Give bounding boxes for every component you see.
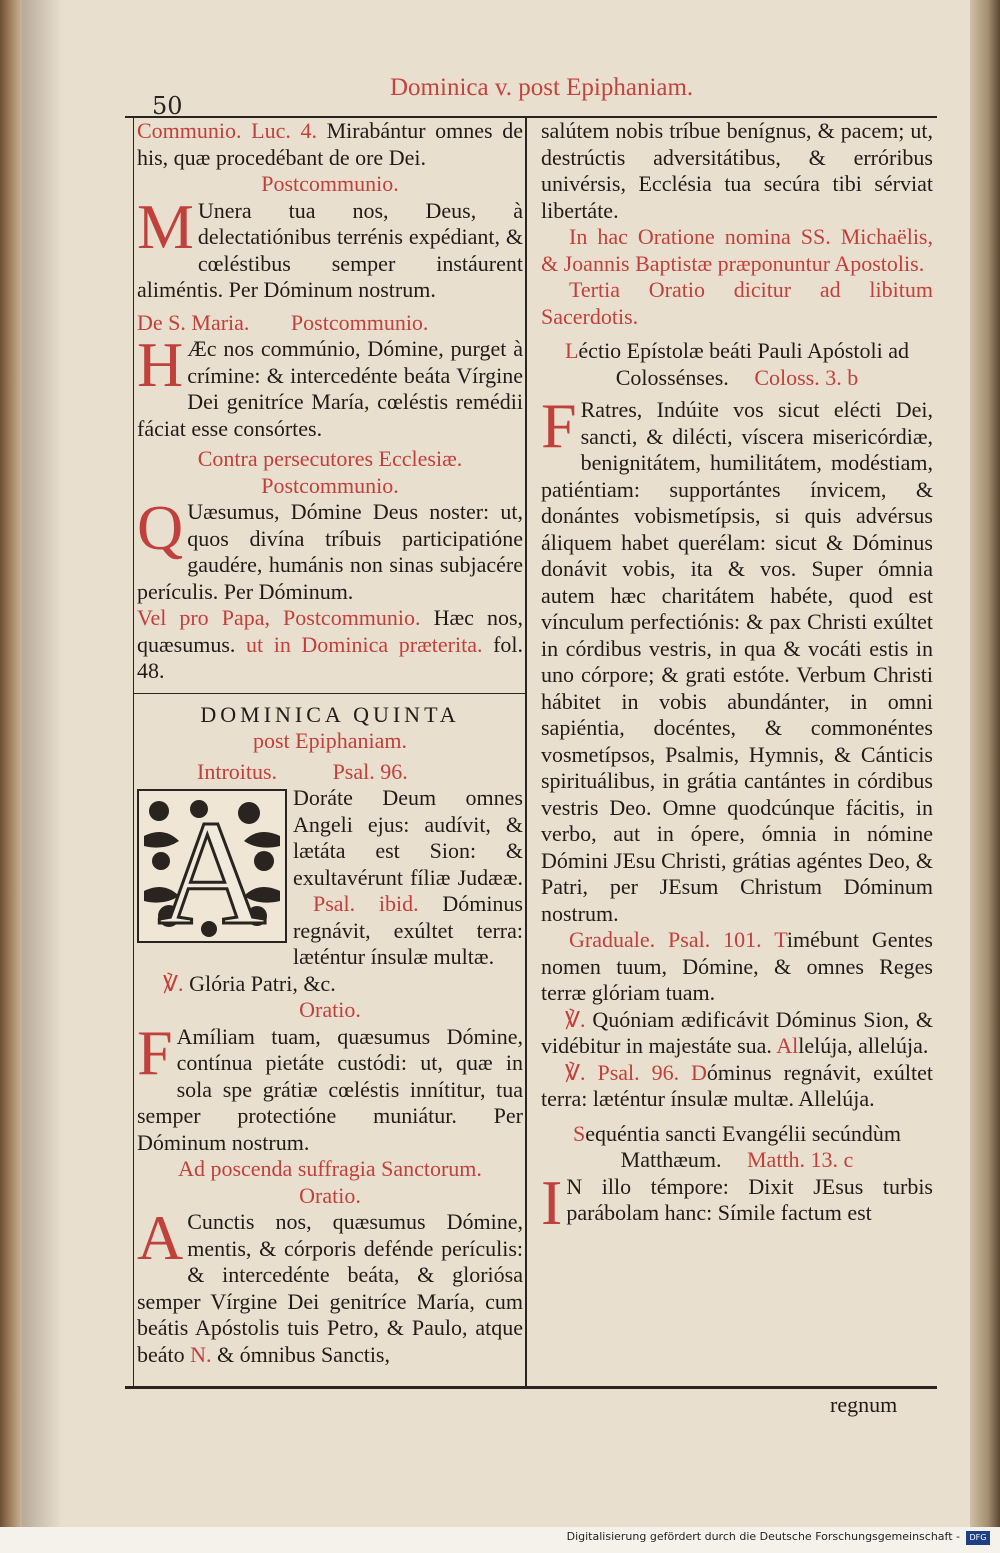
graduale-text: imébunt Gentes nomen tuum, Dómine, & omnes Reges terræ glóriam tuam. (541, 927, 933, 1005)
gutter-shadow (22, 0, 62, 1553)
rubric-tertia-oratio: Tertia Oratio dicitur ad libitum Sacerdotis. (541, 277, 933, 329)
foliage-ornament-icon (139, 791, 285, 941)
graduale-versicle (541, 1007, 933, 1060)
drop-initial: H (137, 329, 184, 400)
de-s-maria-line (137, 310, 523, 337)
introitus-label: Introitus. (197, 758, 278, 784)
graduale-initial: T (774, 927, 787, 952)
column-divider (525, 118, 527, 1386)
introitus-paragraph (137, 785, 523, 971)
postcommunio-heading: Postcommunio. (290, 309, 429, 335)
communio-text: Mirabántur omnes de his, quæ procedébant de ore Dei. (137, 118, 524, 170)
dfg-logo: DFG (966, 1531, 990, 1545)
page-number: 50 (152, 92, 183, 120)
haec-nos-text: Hæc nos, quæsumus. (137, 605, 524, 657)
alleluia-initial: Al (776, 1033, 799, 1058)
oratio-paragraph (137, 1202, 523, 1368)
vel-pro-papa-paragraph (137, 605, 523, 685)
versicle-psalm-label: ℣. Psal. 96. (565, 1059, 680, 1085)
oratio-text-end: & ómnibus Sanctis, (217, 1341, 390, 1367)
psal-ibid-label: Psal. ibid. (313, 891, 419, 916)
oratio-text: Cunctis nos, quæsumus Dómine, mentis, & córporis defénde perículis: & intercedénte beáta, & gloriósa semper Vírgine Dei genitríce María, cum beátis Apóstolis tuis Petro, & Paulo, atque beáto (137, 1209, 523, 1367)
sequentia-text: equéntia sancti Evangélii secúndùm Matthæum. (585, 1120, 902, 1172)
matth-reference: Matth. 13. c (747, 1147, 854, 1172)
graduale-versicle-text: Quóniam ædificávit Dóminus Sion, & vidébitur in majestáte sua. (541, 1006, 933, 1058)
gospel-paragraph (541, 1166, 933, 1238)
communio-paragraph (137, 118, 523, 171)
rubric-in-hac-oratione: In hac Oratione nomina SS. Michaëlis, & Joannis Baptistæ præponuntur Apostolis. (541, 224, 933, 276)
n-symbol: N. (190, 1341, 212, 1367)
drop-initial: A (137, 1202, 184, 1273)
drop-initial: M (137, 190, 194, 262)
epistle-text: Ratres, Indúite vos sicut elécti Dei, sancti, & dilécti, víscera misericórdiæ, benignitátem, humilitátem, modéstiam, patiéntiam: supportántes ínvicem, & donántes vobismetípsis, si quis advérsus áliquem habet querélam: sicut & Dóminus donávit vobis, ita & vos. Super ómnia autem hæc charitátem habéte, quod est vínculum perfectiónis: & pax Christi exúltet in córdibus vestris, in qua & vocáti estis in uno córpore; & grati estóte. Verbum Christi hábitet in vobis abundánter, in omni sapiéntia, docéntes, & commonéntes vosmetípsos, Psalmis, Hymnis, & Cánticis spirituálibus, in grátia cantántes in córdibus vestris Deo. Omne quodcúnque fácitis, in verbo, aut in ópere, ómnia in nómine Dómini JEsu Christi, grátias agéntes Deo, & Patri, per JEsum Christum Dóminum nostrum. (541, 397, 933, 926)
drop-initial: F (541, 390, 577, 461)
frame-rule (133, 118, 134, 1386)
oratio-text: Amíliam tuam, quæsumus Dómine, contínua pietáte custódi: ut, quæ in sola spe grátiæ cœléstis innítitur, tua semper protectióne muniátur. Per Dóminum nostrum. (137, 1023, 523, 1155)
book-spine-edge (0, 0, 22, 1553)
gospel-text: N illo témpore: Dixit JEsus turbis parábolam hanc: Símile factum est (566, 1173, 933, 1225)
coloss-reference: Coloss. 3. b (754, 364, 859, 390)
vel-pro-papa-label: Vel pro Papa, Postcommunio. (137, 605, 421, 630)
psal-ibid-text: Dóminus regnávit, exúltet terra: læténtur ínsulæ multæ. (293, 891, 523, 969)
postcommunio-paragraph (137, 190, 523, 304)
page-fore-edge (970, 0, 1000, 1553)
lectio-heading (541, 338, 933, 391)
versicle-symbol: ℣. (565, 1006, 586, 1032)
catchword: regnum (830, 1392, 898, 1417)
lectio-initial: L (564, 338, 579, 363)
sequentia-heading (541, 1121, 933, 1174)
gloria-line (163, 971, 523, 998)
postcommunio-text: Unera tua nos, Deus, à delectatiónibus terrénis expédiant, & cœléstibus semper instáurent aliméntis. Per Dóminum nostrum. (137, 197, 523, 302)
graduale-paragraph (541, 927, 933, 1007)
postcommunio-heading: Postcommunio. (261, 472, 399, 498)
postcommunio-paragraph (137, 329, 523, 442)
folio-reference: fol. 48. (137, 631, 524, 683)
alleluia-text: lelúja, allelúja. (798, 1033, 929, 1058)
left-column (137, 118, 523, 1368)
epistle-paragraph (541, 390, 933, 927)
psalm-reference: Psal. 96. (332, 758, 408, 784)
lectio-text: éctio Epístolæ beáti Pauli Apóstoli ad Colossénses. (578, 338, 910, 390)
oratio-heading: Oratio. (299, 997, 361, 1022)
sequentia-initial: S (572, 1120, 586, 1146)
introitus-line (137, 759, 523, 786)
postcommunio-text: Æc nos commúnio, Dómine, purget à crímine: & intercedénte beáta Vírgine Dei genitríce María, cœléstis remédii fáciat esse consórtes. (137, 336, 523, 441)
de-s-maria-label: De S. Maria. (137, 309, 250, 335)
drop-initial: F (137, 1016, 173, 1088)
communio-label: Communio. Luc. 4. (137, 118, 317, 143)
postcommunio-heading: Postcommunio. (261, 171, 399, 196)
oratio-paragraph (137, 1016, 523, 1157)
woodcut-letter: A (157, 791, 267, 941)
text-frame (125, 116, 937, 1389)
gloria-patri-text: Glória Patri, &c. (189, 970, 336, 996)
drop-initial: I (541, 1166, 563, 1238)
postcommunio-text: Uæsumus, Dómine Deus noster: ut, quos divína tríbuis participatióne gaudére, humánis non sinas subjacére perículis. Per Dóminum. (137, 499, 523, 604)
ut-in-dominica-text: ut in Dominica præterita. (246, 631, 483, 657)
section-rule (133, 693, 527, 694)
versicle-symbol: ℣. (163, 970, 184, 996)
digitization-credit: Digitalisierung gefördert durch die Deutsche Forschungsgemeinschaft - (566, 1530, 960, 1543)
graduale-label: Graduale. Psal. 101. (569, 927, 762, 952)
oratio-heading: Oratio. (299, 1182, 361, 1208)
dominica-title: DOMINICA QUINTA (200, 701, 460, 727)
alleluia-versicle (541, 1060, 933, 1113)
introitus-text: Doráte Deum omnes Angeli ejus: audívit, & lætáta est Sion: & exultavérunt fíliæ Judææ. (293, 785, 523, 890)
continued-oratio: salútem nobis tríbue benígnus, & pacem; ut, destrúctis adversitátibus, & erróribus univérsis, Ecclésia tua secúra tibi sérviat libertáte. (541, 118, 933, 223)
running-head: Dominica v. post Epiphaniam. (390, 74, 694, 101)
woodcut-initial (137, 789, 287, 943)
post-epiphaniam-subtitle: post Epiphaniam. (253, 728, 407, 753)
alleluia-versicle-text: óminus regnávit, exúltet terra: læténtur ínsulæ multæ. Allelúja. (541, 1059, 934, 1111)
right-column (541, 118, 934, 1238)
ad-poscenda-heading: Ad poscenda suffragia Sanctorum. (178, 1156, 482, 1181)
contra-persecutores-heading: Contra persecutores Ecclesiæ. (197, 446, 463, 471)
drop-initial: Q (137, 492, 184, 563)
postcommunio-paragraph (137, 492, 523, 605)
psalm-initial: D (691, 1059, 707, 1085)
